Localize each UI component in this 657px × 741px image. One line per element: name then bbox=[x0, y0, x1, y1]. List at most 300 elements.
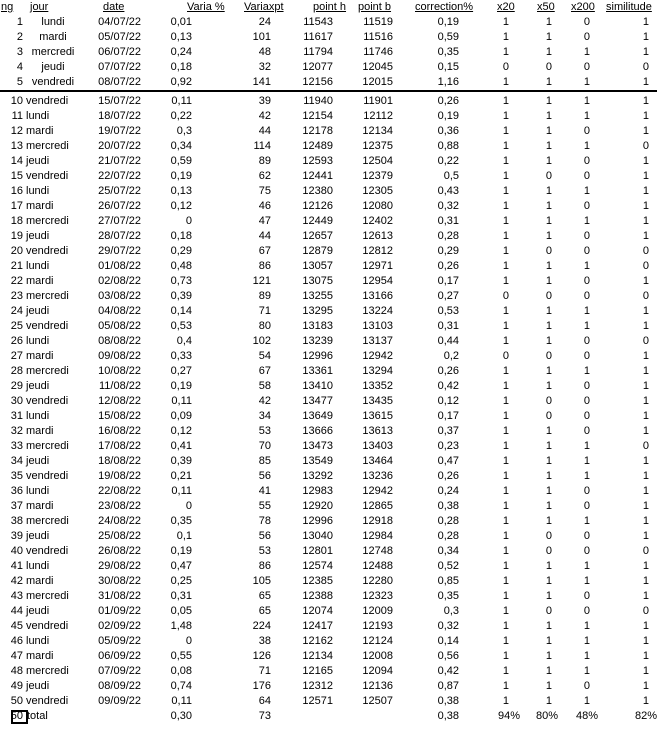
cell-x50[interactable]: 0 bbox=[545, 395, 552, 407]
cell-jour[interactable]: vendredi bbox=[31, 76, 75, 88]
cell-date[interactable]: 10/08/22 bbox=[98, 365, 141, 377]
cell-date[interactable]: 22/08/22 bbox=[98, 485, 141, 497]
cell-similitude[interactable]: 1 bbox=[642, 590, 649, 602]
cell-point-b[interactable]: 12323 bbox=[362, 590, 393, 602]
cell-x200[interactable]: 1 bbox=[583, 515, 590, 527]
cell-variaxpt[interactable]: 24 bbox=[258, 16, 271, 28]
cell-x20[interactable]: 1 bbox=[502, 650, 509, 662]
cell-varia[interactable]: 0,11 bbox=[171, 695, 192, 707]
cell-date[interactable]: 30/08/22 bbox=[98, 575, 141, 587]
cell-ng[interactable]: 3 bbox=[16, 46, 23, 58]
cell-date[interactable]: 11/08/22 bbox=[98, 380, 141, 392]
cell-date[interactable]: 07/09/22 bbox=[98, 665, 141, 677]
cell-varia[interactable]: 0,18 bbox=[170, 61, 192, 73]
cell-varia[interactable]: 1,48 bbox=[170, 620, 192, 632]
cell-point-h[interactable]: 11940 bbox=[303, 95, 333, 107]
cell-x50[interactable]: 1 bbox=[545, 575, 552, 587]
cell-similitude[interactable]: 1 bbox=[642, 680, 649, 692]
cell-point-b[interactable]: 12865 bbox=[362, 500, 393, 512]
cell-point-b[interactable]: 13464 bbox=[362, 455, 393, 467]
cell-similitude[interactable]: 1 bbox=[642, 31, 649, 43]
cell-x20[interactable]: 1 bbox=[502, 155, 509, 167]
cell-jour[interactable]: mercredi bbox=[26, 515, 69, 527]
cell-ng[interactable]: 12 bbox=[10, 125, 23, 137]
cell-x200[interactable]: 0 bbox=[583, 380, 590, 392]
cell-correction[interactable]: 0,26 bbox=[437, 260, 459, 272]
cell-correction[interactable]: 0,14 bbox=[437, 635, 459, 647]
cell-date[interactable]: 28/07/22 bbox=[98, 230, 141, 242]
header-ng[interactable]: ng bbox=[1, 1, 14, 13]
header-jour[interactable]: jour bbox=[30, 1, 49, 13]
cell-point-h[interactable]: 12801 bbox=[302, 545, 333, 557]
cell-date[interactable]: 01/08/22 bbox=[98, 260, 141, 272]
cell-point-b[interactable]: 11746 bbox=[363, 46, 393, 58]
cell-similitude[interactable]: 0 bbox=[642, 140, 649, 152]
cell-variaxpt[interactable]: 176 bbox=[252, 680, 271, 692]
cell-x200[interactable]: 0 bbox=[583, 16, 590, 28]
cell-point-h[interactable]: 13410 bbox=[302, 380, 333, 392]
cell-varia[interactable]: 0,35 bbox=[170, 515, 192, 527]
cell-x20[interactable]: 1 bbox=[502, 410, 509, 422]
cell-date[interactable]: 29/07/22 bbox=[98, 245, 141, 257]
cell-ng[interactable]: 27 bbox=[10, 350, 23, 362]
cell-x20[interactable]: 1 bbox=[502, 485, 509, 497]
cell-ng[interactable]: 41 bbox=[10, 560, 23, 572]
cell-similitude[interactable]: 1 bbox=[642, 485, 649, 497]
cell-point-h[interactable]: 12162 bbox=[302, 635, 333, 647]
cell-date[interactable]: 09/08/22 bbox=[98, 350, 141, 362]
cell-x200[interactable]: 0 bbox=[583, 485, 590, 497]
cell-similitude[interactable]: 1 bbox=[642, 470, 649, 482]
cell-correction[interactable]: 0,32 bbox=[437, 200, 459, 212]
cell-point-h[interactable]: 12165 bbox=[302, 665, 333, 677]
cell-variaxpt[interactable]: 78 bbox=[258, 515, 271, 527]
cell-date[interactable]: 15/08/22 bbox=[98, 410, 141, 422]
cell-point-b[interactable]: 12124 bbox=[362, 635, 393, 647]
cell-x50[interactable]: 1 bbox=[545, 46, 552, 58]
cell-x20[interactable]: 1 bbox=[502, 215, 509, 227]
cell-date[interactable]: 23/08/22 bbox=[98, 500, 141, 512]
cell-ng[interactable]: 18 bbox=[10, 215, 23, 227]
cell-point-b[interactable]: 13435 bbox=[362, 395, 393, 407]
cell-x200[interactable]: 1 bbox=[583, 76, 590, 88]
cell-ng[interactable]: 19 bbox=[10, 230, 23, 242]
cell-variaxpt[interactable]: 34 bbox=[258, 410, 271, 422]
cell-jour[interactable]: mercredi bbox=[26, 365, 69, 377]
cell-jour[interactable]: vendredi bbox=[26, 470, 69, 482]
cell-varia[interactable]: 0,18 bbox=[170, 230, 192, 242]
header-date[interactable]: date bbox=[103, 1, 125, 13]
cell-jour[interactable]: mardi bbox=[26, 275, 54, 287]
cell-jour[interactable]: jeudi bbox=[41, 61, 65, 73]
cell-jour[interactable]: lundi bbox=[26, 110, 50, 122]
cell-x50[interactable]: 1 bbox=[545, 230, 552, 242]
cell-varia[interactable]: 0,25 bbox=[170, 575, 192, 587]
cell-point-h[interactable]: 12417 bbox=[302, 620, 333, 632]
cell-x20[interactable]: 1 bbox=[502, 575, 509, 587]
cell-point-h[interactable]: 12574 bbox=[302, 560, 333, 572]
cell-point-b[interactable]: 12379 bbox=[362, 170, 393, 182]
cell-variaxpt[interactable]: 67 bbox=[258, 365, 271, 377]
cell-jour[interactable]: mardi bbox=[26, 200, 54, 212]
cell-correction[interactable]: 0,38 bbox=[437, 695, 459, 707]
cell-date[interactable]: 09/09/22 bbox=[98, 695, 141, 707]
cell-x200[interactable]: 0 bbox=[583, 290, 590, 302]
cell-point-b[interactable]: 11901 bbox=[363, 95, 393, 107]
cell-ng[interactable]: 24 bbox=[10, 305, 23, 317]
cell-variaxpt[interactable]: 46 bbox=[258, 200, 271, 212]
cell-x200[interactable]: 1 bbox=[583, 320, 590, 332]
cell-x50[interactable]: 1 bbox=[545, 260, 552, 272]
cell-variaxpt[interactable]: 53 bbox=[258, 425, 271, 437]
cell-similitude[interactable]: 1 bbox=[642, 425, 649, 437]
cell-x200[interactable]: 0 bbox=[583, 155, 590, 167]
cell-date[interactable]: 22/07/22 bbox=[98, 170, 141, 182]
cell-varia[interactable]: 0,3 bbox=[176, 125, 192, 137]
cell-ng[interactable]: 37 bbox=[10, 500, 23, 512]
cell-similitude[interactable]: 1 bbox=[642, 665, 649, 677]
cell-similitude[interactable]: 1 bbox=[642, 560, 649, 572]
cell-x50[interactable]: 1 bbox=[545, 500, 552, 512]
cell-variaxpt[interactable]: 86 bbox=[258, 260, 271, 272]
cell-ng[interactable]: 44 bbox=[10, 605, 23, 617]
cell-point-b[interactable]: 12942 bbox=[362, 350, 393, 362]
cell-x50[interactable]: 1 bbox=[545, 140, 552, 152]
cell-x20[interactable]: 1 bbox=[502, 320, 509, 332]
total-correction[interactable]: 0,38 bbox=[437, 710, 459, 722]
cell-jour[interactable]: lundi bbox=[41, 16, 65, 28]
cell-x20[interactable]: 1 bbox=[502, 260, 509, 272]
cell-point-h[interactable]: 12385 bbox=[302, 575, 333, 587]
cell-x50[interactable]: 1 bbox=[545, 110, 552, 122]
cell-variaxpt[interactable]: 114 bbox=[253, 140, 271, 152]
cell-correction[interactable]: 0,53 bbox=[437, 305, 459, 317]
cell-correction[interactable]: 0,26 bbox=[437, 365, 459, 377]
cell-correction[interactable]: 0,28 bbox=[437, 530, 459, 542]
cell-varia[interactable]: 0,33 bbox=[170, 350, 192, 362]
cell-correction[interactable]: 0,47 bbox=[437, 455, 459, 467]
cell-x20[interactable]: 1 bbox=[502, 425, 509, 437]
cell-x50[interactable]: 1 bbox=[545, 590, 552, 602]
cell-x200[interactable]: 0 bbox=[583, 31, 590, 43]
cell-correction[interactable]: 0,31 bbox=[437, 215, 459, 227]
cell-x20[interactable]: 1 bbox=[502, 245, 509, 257]
cell-point-b[interactable]: 12971 bbox=[362, 260, 393, 272]
cell-variaxpt[interactable]: 56 bbox=[258, 530, 271, 542]
cell-ng[interactable]: 5 bbox=[16, 76, 23, 88]
cell-varia[interactable]: 0,05 bbox=[170, 605, 192, 617]
cell-x200[interactable]: 0 bbox=[583, 590, 590, 602]
cell-similitude[interactable]: 0 bbox=[642, 290, 649, 302]
cell-ng[interactable]: 38 bbox=[10, 515, 23, 527]
cell-date[interactable]: 24/08/22 bbox=[98, 515, 141, 527]
cell-jour[interactable]: lundi bbox=[26, 635, 50, 647]
cell-x20[interactable]: 1 bbox=[502, 500, 509, 512]
cell-ng[interactable]: 39 bbox=[10, 530, 23, 542]
cell-date[interactable]: 08/07/22 bbox=[98, 76, 141, 88]
cell-variaxpt[interactable]: 70 bbox=[258, 440, 271, 452]
cell-similitude[interactable]: 0 bbox=[642, 545, 649, 557]
cell-correction[interactable]: 0,12 bbox=[437, 395, 459, 407]
cell-correction[interactable]: 0,23 bbox=[437, 440, 459, 452]
cell-x200[interactable]: 0 bbox=[583, 425, 590, 437]
cell-variaxpt[interactable]: 65 bbox=[258, 590, 271, 602]
cell-x20[interactable]: 1 bbox=[502, 185, 509, 197]
cell-date[interactable]: 12/08/22 bbox=[98, 395, 141, 407]
cell-point-h[interactable]: 11543 bbox=[303, 16, 333, 28]
cell-x200[interactable]: 1 bbox=[583, 470, 590, 482]
cell-point-h[interactable]: 12593 bbox=[302, 155, 333, 167]
cell-point-h[interactable]: 12920 bbox=[302, 500, 333, 512]
cell-similitude[interactable]: 1 bbox=[642, 170, 649, 182]
cell-variaxpt[interactable]: 101 bbox=[252, 31, 271, 43]
total-label[interactable]: total bbox=[27, 710, 48, 722]
cell-correction[interactable]: 0,3 bbox=[443, 605, 459, 617]
cell-x50[interactable]: 1 bbox=[545, 680, 552, 692]
cell-variaxpt[interactable]: 54 bbox=[258, 350, 271, 362]
cell-varia[interactable]: 0,13 bbox=[170, 185, 192, 197]
cell-varia[interactable]: 0,12 bbox=[170, 425, 192, 437]
cell-correction[interactable]: 0,22 bbox=[437, 155, 459, 167]
cell-date[interactable]: 31/08/22 bbox=[98, 590, 141, 602]
cell-ng[interactable]: 31 bbox=[10, 410, 23, 422]
cell-similitude[interactable]: 1 bbox=[642, 305, 649, 317]
cell-ng[interactable]: 47 bbox=[10, 650, 23, 662]
cell-ng[interactable]: 43 bbox=[10, 590, 23, 602]
cell-x20[interactable]: 0 bbox=[502, 61, 509, 73]
cell-ng[interactable]: 14 bbox=[10, 155, 23, 167]
cell-variaxpt[interactable]: 141 bbox=[252, 76, 271, 88]
cell-jour[interactable]: mercredi bbox=[31, 46, 75, 58]
cell-date[interactable]: 06/07/22 bbox=[98, 46, 141, 58]
cell-x200[interactable]: 1 bbox=[583, 650, 590, 662]
cell-date[interactable]: 04/08/22 bbox=[98, 305, 141, 317]
cell-ng[interactable]: 34 bbox=[10, 455, 23, 467]
cell-point-h[interactable]: 13295 bbox=[302, 305, 333, 317]
cell-jour[interactable]: mercredi bbox=[26, 440, 69, 452]
cell-jour[interactable]: vendredi bbox=[26, 545, 69, 557]
cell-similitude[interactable]: 1 bbox=[642, 350, 649, 362]
cell-date[interactable]: 17/08/22 bbox=[98, 440, 141, 452]
cell-correction[interactable]: 0,24 bbox=[437, 485, 459, 497]
cell-similitude[interactable]: 1 bbox=[642, 695, 649, 707]
cell-x200[interactable]: 1 bbox=[583, 440, 590, 452]
cell-jour[interactable]: mardi bbox=[26, 650, 54, 662]
cell-varia[interactable]: 0 bbox=[185, 635, 192, 647]
cell-x20[interactable]: 1 bbox=[502, 470, 509, 482]
cell-jour[interactable]: mercredi bbox=[26, 590, 69, 602]
cell-date[interactable]: 06/09/22 bbox=[98, 650, 141, 662]
cell-similitude[interactable]: 1 bbox=[642, 215, 649, 227]
cell-varia[interactable]: 0,24 bbox=[170, 46, 192, 58]
cell-jour[interactable]: vendredi bbox=[26, 695, 69, 707]
cell-date[interactable]: 02/09/22 bbox=[98, 620, 141, 632]
cell-varia[interactable]: 0,74 bbox=[170, 680, 192, 692]
cell-varia[interactable]: 0 bbox=[185, 500, 192, 512]
cell-varia[interactable]: 0,31 bbox=[170, 590, 192, 602]
cell-similitude[interactable]: 0 bbox=[642, 605, 649, 617]
header-x200[interactable]: x200 bbox=[571, 1, 595, 13]
header-variaxpt[interactable]: Variaxpt bbox=[244, 1, 284, 13]
cell-point-h[interactable]: 11617 bbox=[303, 31, 333, 43]
cell-jour[interactable]: lundi bbox=[26, 485, 50, 497]
cell-ng[interactable]: 46 bbox=[10, 635, 23, 647]
cell-jour[interactable]: lundi bbox=[26, 185, 50, 197]
cell-variaxpt[interactable]: 48 bbox=[258, 46, 271, 58]
cell-varia[interactable]: 0,11 bbox=[171, 95, 192, 107]
cell-variaxpt[interactable]: 55 bbox=[258, 500, 271, 512]
cell-jour[interactable]: jeudi bbox=[26, 305, 50, 317]
cell-x50[interactable]: 0 bbox=[545, 605, 552, 617]
cell-point-h[interactable]: 12657 bbox=[302, 230, 333, 242]
cell-correction[interactable]: 0,56 bbox=[437, 650, 459, 662]
cell-point-h[interactable]: 13361 bbox=[302, 365, 333, 377]
cell-x200[interactable]: 0 bbox=[583, 200, 590, 212]
cell-jour[interactable]: mardi bbox=[26, 350, 54, 362]
cell-point-b[interactable]: 13137 bbox=[362, 335, 393, 347]
cell-jour[interactable]: jeudi bbox=[26, 530, 50, 542]
cell-x50[interactable]: 1 bbox=[545, 76, 552, 88]
cell-date[interactable]: 27/07/22 bbox=[98, 215, 141, 227]
cell-varia[interactable]: 0,48 bbox=[170, 260, 192, 272]
cell-point-b[interactable]: 12984 bbox=[362, 530, 393, 542]
cell-jour[interactable]: lundi bbox=[26, 410, 50, 422]
cell-correction[interactable]: 0,17 bbox=[437, 410, 459, 422]
total-x20[interactable]: 94% bbox=[497, 710, 520, 722]
cell-similitude[interactable]: 0 bbox=[642, 245, 649, 257]
cell-varia[interactable]: 0,39 bbox=[170, 455, 192, 467]
cell-point-h[interactable]: 12312 bbox=[302, 680, 333, 692]
cell-x20[interactable]: 1 bbox=[502, 76, 509, 88]
cell-varia[interactable]: 0,53 bbox=[170, 320, 192, 332]
cell-x20[interactable]: 1 bbox=[502, 695, 509, 707]
cell-ng[interactable]: 22 bbox=[10, 275, 23, 287]
total-ng[interactable]: 50 bbox=[10, 710, 23, 722]
cell-varia[interactable]: 0,47 bbox=[170, 560, 192, 572]
cell-similitude[interactable]: 1 bbox=[642, 380, 649, 392]
cell-x50[interactable]: 1 bbox=[545, 620, 552, 632]
cell-x50[interactable]: 1 bbox=[545, 365, 552, 377]
cell-x50[interactable]: 1 bbox=[545, 695, 552, 707]
cell-x200[interactable]: 1 bbox=[583, 110, 590, 122]
cell-ng[interactable]: 45 bbox=[10, 620, 23, 632]
cell-x50[interactable]: 1 bbox=[545, 275, 552, 287]
cell-varia[interactable]: 0,19 bbox=[170, 380, 192, 392]
cell-ng[interactable]: 15 bbox=[10, 170, 23, 182]
cell-x200[interactable]: 0 bbox=[583, 350, 590, 362]
cell-variaxpt[interactable]: 41 bbox=[258, 485, 271, 497]
cell-x20[interactable]: 1 bbox=[502, 335, 509, 347]
cell-varia[interactable]: 0,19 bbox=[170, 170, 192, 182]
cell-varia[interactable]: 0,27 bbox=[170, 365, 192, 377]
cell-point-b[interactable]: 13224 bbox=[362, 305, 393, 317]
cell-correction[interactable]: 0,28 bbox=[437, 230, 459, 242]
cell-varia[interactable]: 0,13 bbox=[170, 31, 192, 43]
cell-point-b[interactable]: 13352 bbox=[362, 380, 393, 392]
cell-similitude[interactable]: 1 bbox=[642, 515, 649, 527]
cell-variaxpt[interactable]: 39 bbox=[258, 95, 271, 107]
cell-point-h[interactable]: 12996 bbox=[302, 515, 333, 527]
cell-variaxpt[interactable]: 65 bbox=[258, 605, 271, 617]
cell-x20[interactable]: 0 bbox=[502, 290, 509, 302]
cell-x50[interactable]: 1 bbox=[545, 380, 552, 392]
cell-x50[interactable]: 1 bbox=[545, 320, 552, 332]
cell-variaxpt[interactable]: 80 bbox=[258, 320, 271, 332]
cell-point-b[interactable]: 13613 bbox=[362, 425, 393, 437]
cell-point-h[interactable]: 12983 bbox=[302, 485, 333, 497]
cell-variaxpt[interactable]: 71 bbox=[258, 305, 271, 317]
cell-date[interactable]: 26/08/22 bbox=[98, 545, 141, 557]
cell-point-h[interactable]: 12571 bbox=[302, 695, 333, 707]
cell-correction[interactable]: 0,88 bbox=[437, 140, 459, 152]
cell-variaxpt[interactable]: 42 bbox=[258, 110, 271, 122]
cell-correction[interactable]: 0,19 bbox=[437, 110, 459, 122]
cell-x200[interactable]: 1 bbox=[583, 695, 590, 707]
cell-x200[interactable]: 0 bbox=[583, 395, 590, 407]
cell-point-b[interactable]: 12375 bbox=[362, 140, 393, 152]
cell-varia[interactable]: 0,12 bbox=[170, 200, 192, 212]
cell-date[interactable]: 26/07/22 bbox=[98, 200, 141, 212]
total-x50[interactable]: 80% bbox=[535, 710, 558, 722]
cell-variaxpt[interactable]: 224 bbox=[252, 620, 271, 632]
cell-x20[interactable]: 1 bbox=[502, 140, 509, 152]
cell-point-h[interactable]: 13549 bbox=[302, 455, 333, 467]
cell-varia[interactable]: 0,4 bbox=[176, 335, 192, 347]
cell-point-h[interactable]: 12154 bbox=[302, 110, 333, 122]
cell-x200[interactable]: 1 bbox=[583, 140, 590, 152]
cell-x200[interactable]: 0 bbox=[583, 275, 590, 287]
cell-ng[interactable]: 32 bbox=[10, 425, 23, 437]
cell-point-h[interactable]: 13649 bbox=[302, 410, 333, 422]
cell-point-b[interactable]: 12008 bbox=[362, 650, 393, 662]
cell-correction[interactable]: 0,38 bbox=[437, 500, 459, 512]
cell-point-b[interactable]: 13103 bbox=[362, 320, 393, 332]
cell-variaxpt[interactable]: 38 bbox=[258, 635, 271, 647]
cell-point-b[interactable]: 12112 bbox=[363, 110, 393, 122]
cell-x50[interactable]: 0 bbox=[545, 410, 552, 422]
cell-ng[interactable]: 40 bbox=[10, 545, 23, 557]
cell-similitude[interactable]: 1 bbox=[642, 95, 649, 107]
cell-x50[interactable]: 1 bbox=[545, 650, 552, 662]
cell-ng[interactable]: 35 bbox=[10, 470, 23, 482]
cell-ng[interactable]: 50 bbox=[10, 695, 23, 707]
cell-similitude[interactable]: 1 bbox=[642, 530, 649, 542]
cell-x50[interactable]: 0 bbox=[545, 245, 552, 257]
cell-similitude[interactable]: 1 bbox=[642, 575, 649, 587]
cell-x50[interactable]: 1 bbox=[545, 16, 552, 28]
cell-similitude[interactable]: 1 bbox=[642, 650, 649, 662]
header-varia[interactable]: Varia % bbox=[187, 1, 225, 13]
cell-x20[interactable]: 1 bbox=[502, 125, 509, 137]
cell-correction[interactable]: 0,35 bbox=[437, 590, 459, 602]
cell-date[interactable]: 07/07/22 bbox=[98, 61, 141, 73]
cell-correction[interactable]: 0,44 bbox=[437, 335, 459, 347]
cell-x20[interactable]: 1 bbox=[502, 380, 509, 392]
total-variaxpt[interactable]: 73 bbox=[258, 710, 271, 722]
cell-jour[interactable]: jeudi bbox=[26, 680, 50, 692]
cell-point-h[interactable]: 13239 bbox=[302, 335, 333, 347]
cell-correction[interactable]: 0,59 bbox=[437, 31, 459, 43]
cell-x20[interactable]: 1 bbox=[502, 170, 509, 182]
cell-x50[interactable]: 1 bbox=[545, 200, 552, 212]
cell-x200[interactable]: 1 bbox=[583, 260, 590, 272]
cell-x50[interactable]: 1 bbox=[545, 440, 552, 452]
cell-correction[interactable]: 0,42 bbox=[437, 380, 459, 392]
cell-point-h[interactable]: 12996 bbox=[302, 350, 333, 362]
cell-varia[interactable]: 0,29 bbox=[170, 245, 192, 257]
cell-jour[interactable]: mardi bbox=[26, 125, 54, 137]
cell-jour[interactable]: lundi bbox=[26, 260, 50, 272]
